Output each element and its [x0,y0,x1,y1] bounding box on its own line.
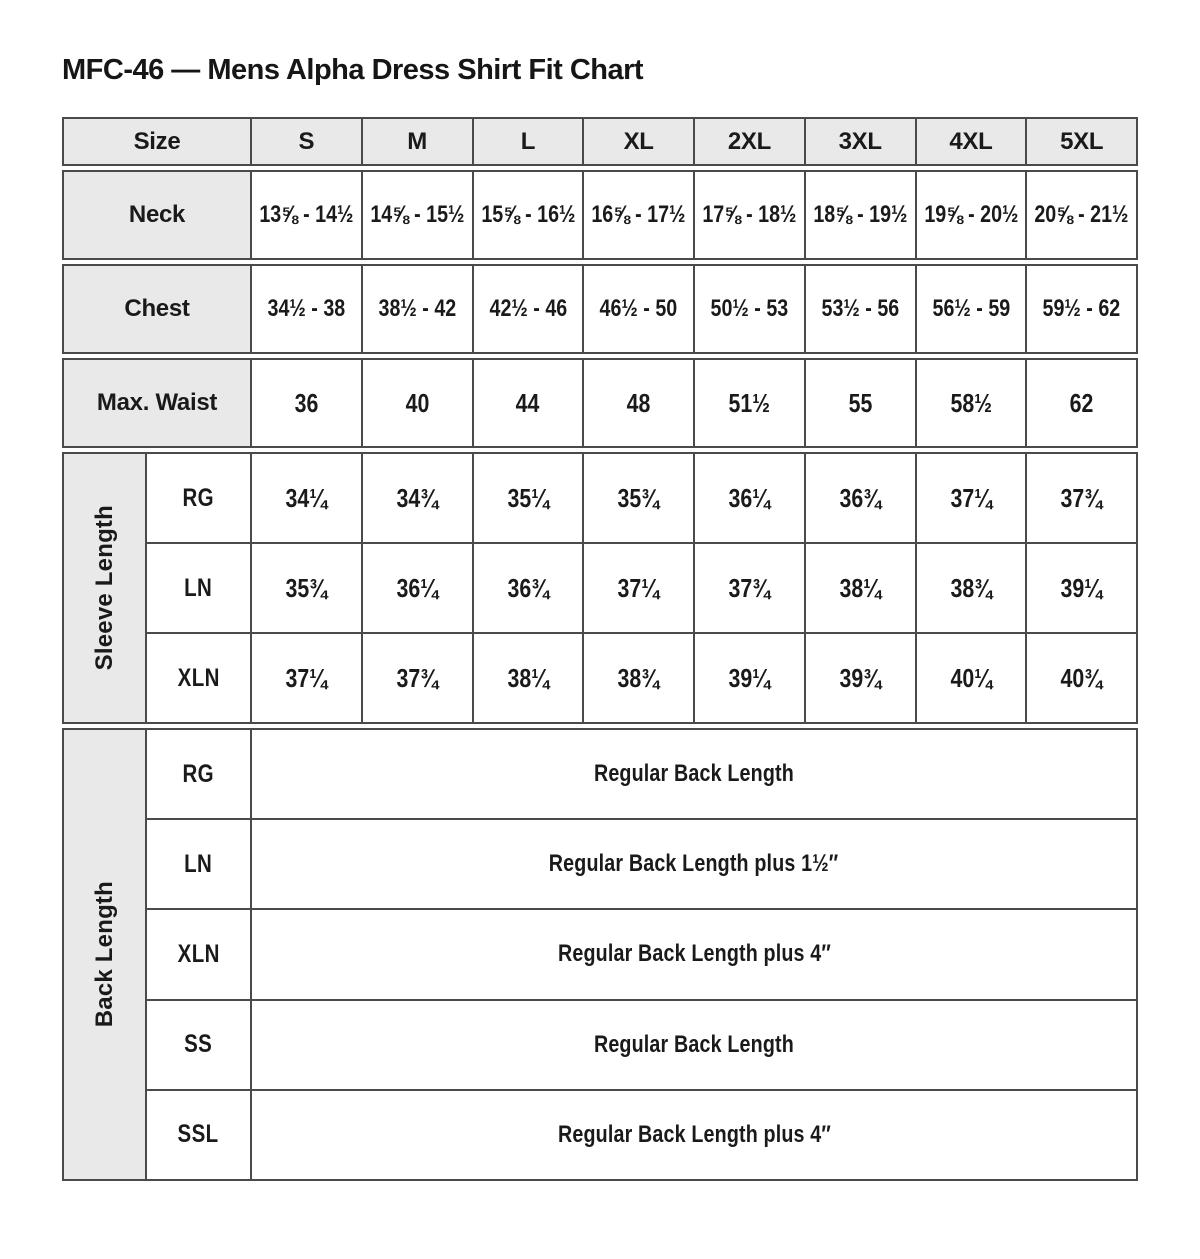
back-rg-label-cell: RG [146,729,251,819]
sleeve-xln-value-cell: 38¾ [583,633,694,723]
max-waist-row [62,358,1138,448]
neck-value-cell: 20⅝ - 21½ [1026,171,1137,259]
max-waist-value-cell: 48 [583,359,694,447]
chest-value-cell: 34½ - 38 [251,265,362,353]
back-length-section [62,728,1138,1181]
sleeve-xln-value-cell: 39¾ [805,633,916,723]
max-waist-value-cell: 44 [473,359,584,447]
max-waist-value-cell: 40 [362,359,473,447]
back-ss-value-cell: Regular Back Length [251,1000,1137,1090]
sleeve-ln-value-cell: 39¼ [1026,543,1137,633]
neck-value-cell: 19⅝ - 20½ [916,171,1027,259]
sleeve-ln-value-cell: 36¼ [362,543,473,633]
chest-value-cell: 42½ - 46 [473,265,584,353]
chest-value-cell: 56½ - 59 [916,265,1027,353]
sleeve-ln-value-cell: 38¼ [805,543,916,633]
sleeve-ln-label-cell: LN [146,543,251,633]
size-header-row [62,117,1138,166]
max-waist-value-cell: 36 [251,359,362,447]
back-length-section-label-cell [63,729,146,1180]
size-header-label: Size [133,127,181,155]
sleeve-rg-value-cell: 36¼ [694,453,805,543]
back-ssl-label-cell: SSL [146,1090,251,1180]
size-col-header: L [473,118,584,165]
sleeve-rg-value-cell: 36¾ [805,453,916,543]
max-waist-value-cell: 55 [805,359,916,447]
neck-row [62,170,1138,260]
max-waist-row-label-cell [63,359,251,447]
size-header-cell [63,118,251,165]
neck-value-cell: 13⅝ - 14½ [251,171,362,259]
chest-value-cell: 46½ - 50 [583,265,694,353]
chest-row [62,264,1138,354]
neck-value-cell: 16⅝ - 17½ [583,171,694,259]
sleeve-rg-value-cell: 34¾ [362,453,473,543]
sleeve-rg-value-cell: 37¾ [1026,453,1137,543]
chest-value-cell: 59½ - 62 [1026,265,1137,353]
sleeve-ln-value-cell: 37¾ [694,543,805,633]
sleeve-xln-label-cell: XLN [146,633,251,723]
sleeve-ln-value-cell: 35¾ [251,543,362,633]
neck-value-cell: 15⅝ - 16½ [473,171,584,259]
fit-chart-table [62,117,1138,1181]
sleeve-rg-value-cell: 35¾ [583,453,694,543]
sleeve-xln-value-cell: 40¼ [916,633,1027,723]
chest-value-cell: 50½ - 53 [694,265,805,353]
back-length-section-label: Back Length [90,881,118,1028]
back-ss-label-cell: SS [146,1000,251,1090]
back-rg-value-cell: Regular Back Length [251,729,1137,819]
sleeve-rg-value-cell: 34¼ [251,453,362,543]
size-col-header: 2XL [694,118,805,165]
chest-row-label-cell [63,265,251,353]
page-title: MFC-46 — Mens Alpha Dress Shirt Fit Chart [62,54,644,86]
sleeve-length-section-label: Sleeve Length [90,505,118,671]
size-col-header: M [362,118,473,165]
back-ssl-value-cell: Regular Back Length plus 4″ [251,1090,1137,1180]
sleeve-rg-value-cell: 35¼ [473,453,584,543]
sleeve-xln-value-cell: 37¼ [251,633,362,723]
sleeve-rg-value-cell: 37¼ [916,453,1027,543]
size-col-header: 5XL [1026,118,1137,165]
chest-row-label: Chest [124,295,190,322]
neck-row-label: Neck [128,201,186,228]
max-waist-row-label: Max. Waist [96,389,218,416]
max-waist-value-cell: 62 [1026,359,1137,447]
back-ln-label-cell: LN [146,819,251,909]
neck-value-cell: 14⅝ - 15½ [362,171,473,259]
max-waist-value-cell: 51½ [694,359,805,447]
back-xln-label-cell: XLN [146,909,251,999]
back-xln-value-cell: Regular Back Length plus 4″ [251,909,1137,999]
size-col-header: S [251,118,362,165]
sleeve-ln-value-cell: 36¾ [473,543,584,633]
size-col-header: XL [583,118,694,165]
neck-value-cell: 18⅝ - 19½ [805,171,916,259]
max-waist-value-cell: 58½ [916,359,1027,447]
sleeve-rg-label-cell: RG [146,453,251,543]
chest-value-cell: 53½ - 56 [805,265,916,353]
sleeve-ln-value-cell: 38¾ [916,543,1027,633]
neck-value-cell: 17⅝ - 18½ [694,171,805,259]
size-col-header: 3XL [805,118,916,165]
sleeve-xln-value-cell: 40¾ [1026,633,1137,723]
sleeve-length-section [62,452,1138,724]
sleeve-xln-value-cell: 37¾ [362,633,473,723]
back-ln-value-cell: Regular Back Length plus 1½″ [251,819,1137,909]
size-col-header: 4XL [916,118,1027,165]
sleeve-xln-value-cell: 39¼ [694,633,805,723]
neck-row-label-cell [63,171,251,259]
chest-value-cell: 38½ - 42 [362,265,473,353]
sleeve-ln-value-cell: 37¼ [583,543,694,633]
sleeve-xln-value-cell: 38¼ [473,633,584,723]
sleeve-length-section-label-cell [63,453,146,723]
